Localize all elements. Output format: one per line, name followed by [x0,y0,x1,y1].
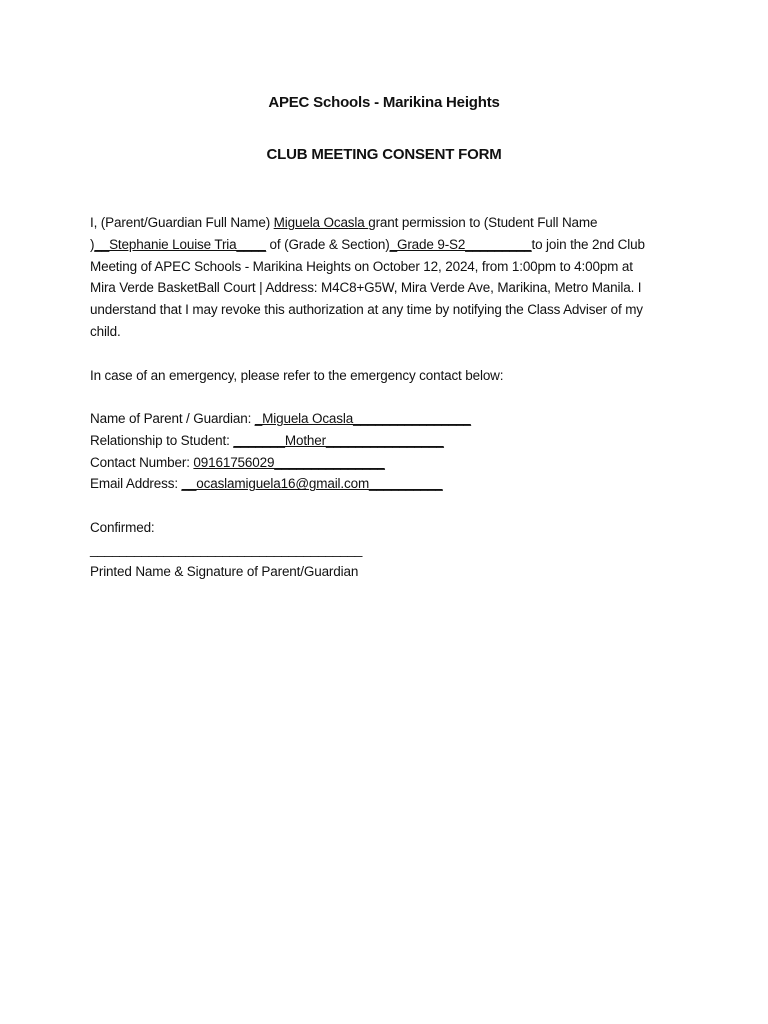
guardian-name-row [90,408,690,430]
consent-line-3: Meeting of APEC Schools - Marikina Heights on October 12, 2024, from 1:00pm to 4:00pm at [90,258,633,274]
guardian-name-value: _Miguela Ocasla________________ [254,411,471,426]
confirmation-block [90,517,690,582]
school-name-heading: APEC Schools - Marikina Heights [268,94,500,111]
confirmed-label: Confirmed: [90,520,155,535]
consent-text: grant permission to (Student Full Name [368,215,598,230]
consent-text: ) [90,236,95,252]
student-name-field: __Stephanie Louise Tria____ [94,236,266,252]
grade-section-field: _Grade 9-S2_________ [389,236,532,252]
email-row [90,473,690,495]
consent-text: to join the 2nd Club [531,236,645,252]
emergency-contact-block [90,408,690,495]
contact-number-row [90,452,690,474]
consent-line-6: child. [90,323,121,339]
consent-line-2 [90,234,690,256]
contact-number-label: Contact Number: [90,454,194,470]
consent-line-4: Mira Verde BasketBall Court | Address: M4C8+G5W, Mira Verde Ave, Marikina, Metro Manila. I [90,280,642,296]
relationship-row [90,430,690,452]
consent-text: I, (Parent/Guardian Full Name) [90,215,274,230]
consent-paragraph [90,212,690,343]
guardian-name-field: Miguela Ocasla [273,215,369,230]
email-value: __ocaslamiguela16@gmail.com__________ [181,476,443,492]
email-label: Email Address: [90,476,182,492]
consent-line-5: understand that I may revoke this authorization at any time by notifying the Class Adviser of my [90,302,643,318]
signature-line: _____________________________________ [90,541,363,557]
signature-caption: Printed Name & Signature of Parent/Guardian [90,563,359,579]
guardian-name-label: Name of Parent / Guardian: [90,411,255,426]
contact-number-value: 09161756029_______________ [193,454,385,470]
consent-line-1 [90,212,690,234]
consent-text: of (Grade & Section) [265,236,390,252]
emergency-note: In case of an emergency, please refer to the emergency contact below: [90,368,504,383]
relationship-label: Relationship to Student: [90,432,234,448]
relationship-value: _______Mother________________ [233,432,444,448]
form-title-heading: CLUB MEETING CONSENT FORM [266,146,502,163]
